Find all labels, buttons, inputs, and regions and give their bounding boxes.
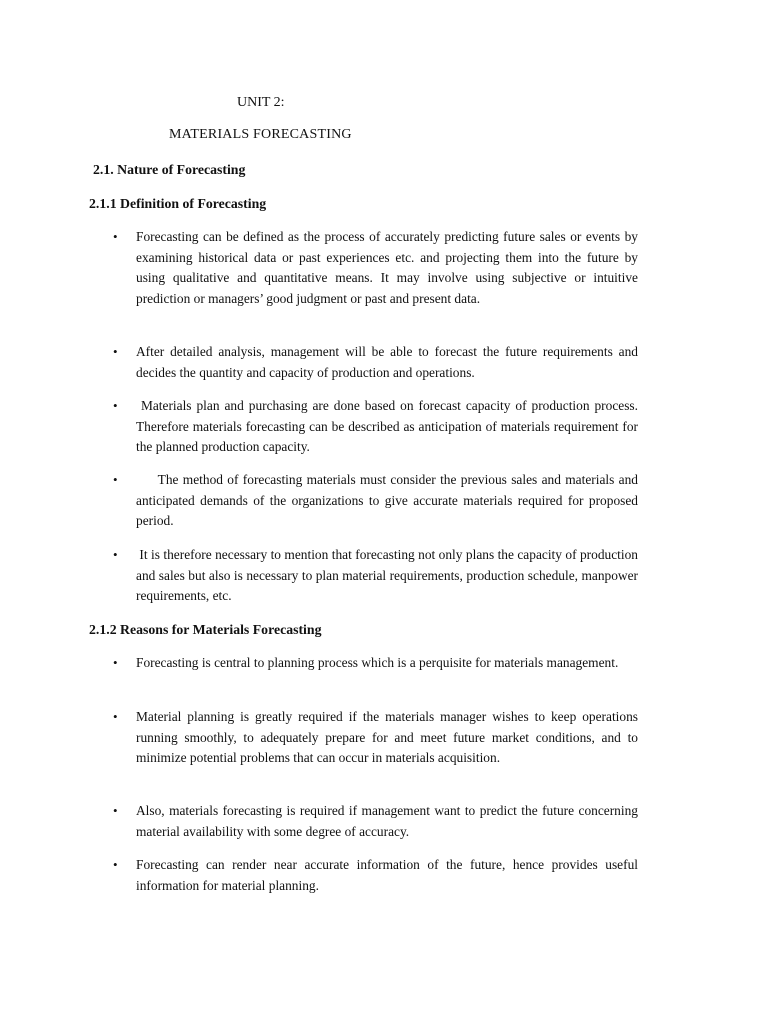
- unit-title: UNIT 2:: [237, 95, 285, 110]
- list-item-text: After detailed analysis, management will be able to forecast the future requirements and decides the quantity and capacity of production and operations.: [136, 344, 638, 380]
- bullet-marker: •: [113, 398, 118, 413]
- bullet-marker: •: [113, 709, 118, 724]
- list-item-text: Materials plan and purchasing are done based on forecast capacity of production process. Therefore materials forecasting can be described as anticipation of materials requirement for the planned production capacity.: [136, 398, 642, 454]
- list-item-text: Also, materials forecasting is required if management want to predict the future concerning material availability with some degree of accuracy.: [136, 803, 638, 839]
- bullet-marker: •: [113, 857, 118, 872]
- bullet-marker: •: [113, 655, 118, 670]
- bullet-marker: •: [113, 472, 118, 487]
- bullet-marker: •: [113, 344, 118, 359]
- list-item-text: The method of forecasting materials must consider the previous sales and materials and anticipated demands of the organizations to give accurate materials required for proposed period.: [136, 472, 642, 528]
- list-item-text: Material planning is greatly required if the materials manager wishes to keep operations running smoothly, to adequately prepare for and meet future market conditions, and to minimize potential problems that can occur in materials acquisition.: [136, 709, 638, 765]
- list-item-text: Forecasting can be defined as the process of accurately predicting future sales or events by examining historical data or past experiences etc. and projecting them into the future by using qualitative and quantitative means. It may involve using subjective or intuitive prediction or managers’ good judgment or past and present data.: [136, 229, 638, 306]
- bullet-marker: •: [113, 547, 118, 562]
- list-item-text: It is therefore necessary to mention that forecasting not only plans the capacity of production and sales but also is necessary to plan material requirements, production schedule, manpower requirements, etc.: [136, 547, 642, 603]
- list-item-text: Forecasting is central to planning process which is a perquisite for materials management.: [136, 655, 619, 670]
- section-heading-nature-of-forecasting: 2.1. Nature of Forecasting: [93, 162, 246, 177]
- bullet-marker: •: [113, 229, 118, 244]
- bullet-marker: •: [113, 803, 118, 818]
- section-heading-reasons-for-materials-forecasting: 2.1.2 Reasons for Materials Forecasting: [89, 622, 322, 637]
- list-item-text: Forecasting can render near accurate information of the future, hence provides useful information for material planning.: [136, 857, 638, 893]
- section-heading-definition-of-forecasting: 2.1.1 Definition of Forecasting: [89, 196, 267, 211]
- document-title: MATERIALS FORECASTING: [169, 127, 352, 142]
